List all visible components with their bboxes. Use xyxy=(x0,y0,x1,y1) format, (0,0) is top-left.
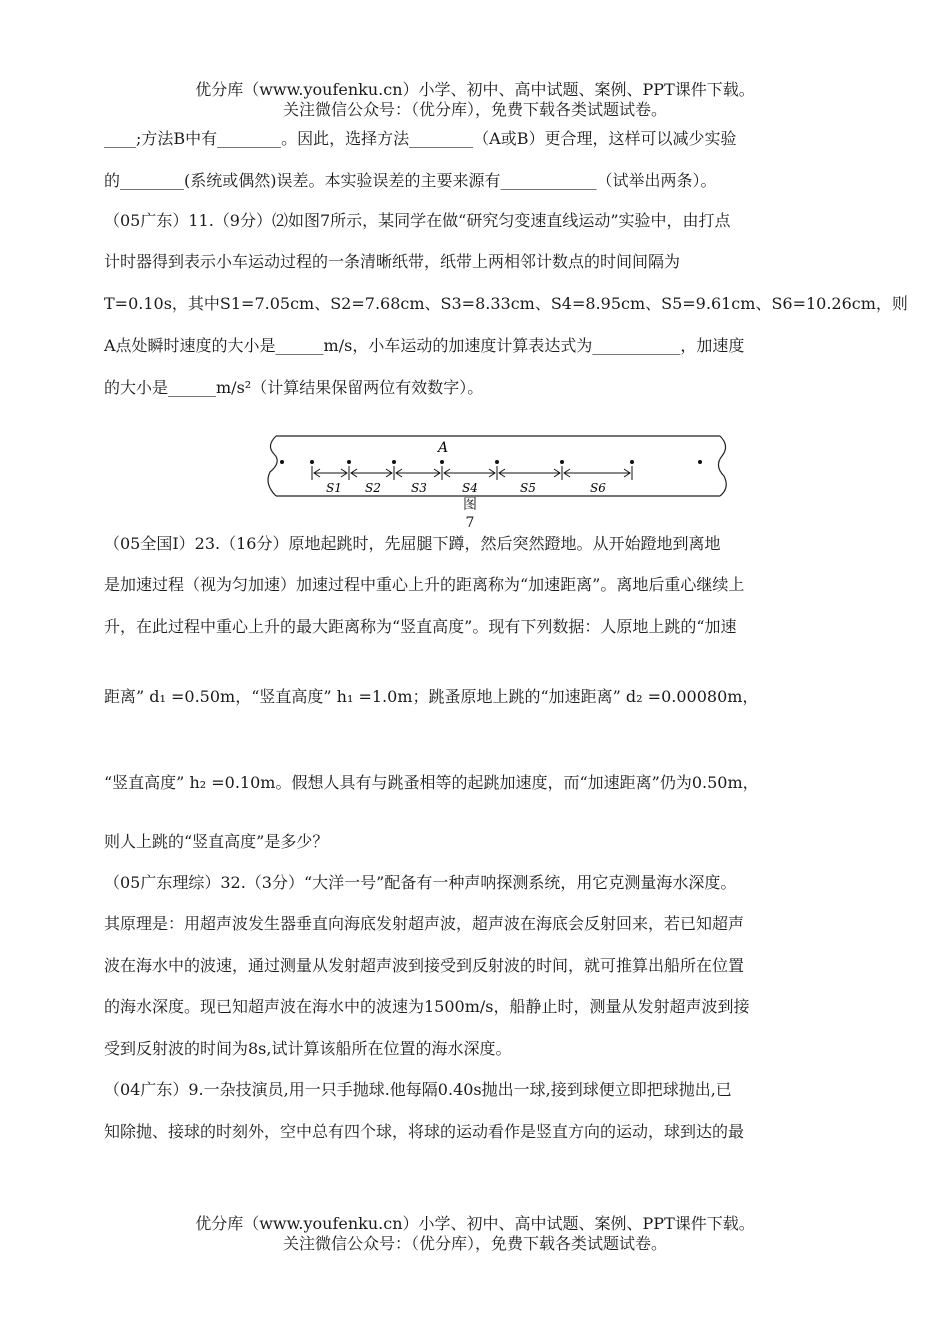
page-footer xyxy=(0,1214,950,1254)
segment-label: S1 xyxy=(326,481,342,495)
text-line: 计时器得到表示小车运动过程的一条清晰纸带，纸带上两相邻计数点的时间间隔为 xyxy=(104,252,681,271)
segment-label: S4 xyxy=(462,481,478,495)
tape-dot xyxy=(560,460,564,464)
header-line-2: 关注微信公众号：（优分库），免费下载各类试题试卷。 xyxy=(282,100,667,119)
page-header xyxy=(0,80,950,120)
figure-caption-line-2: 7 xyxy=(465,515,475,531)
text-line: ____;方法B中有________。因此，选择方法________（A或B）更合理，这样可以减少实验 xyxy=(104,129,737,148)
text-line: 受到反射波的时间为8s,试计算该船所在位置的海水深度。 xyxy=(104,1039,512,1058)
question-05-national-23: （05全国Ⅰ）23.（16分）原地起跳时，先屈腿下蹲，然后突然蹬地。从开始蹬地到离地 xyxy=(104,534,721,553)
footer-line-2: 关注微信公众号：（优分库），免费下载各类试题试卷。 xyxy=(282,1234,667,1253)
point-label-A: A xyxy=(438,440,449,456)
tape-dot xyxy=(698,460,702,464)
figure-paper-tape xyxy=(262,432,732,506)
text-line: 则人上跳的“竖直高度”是多少？ xyxy=(104,832,329,851)
segment-label: S2 xyxy=(365,481,381,495)
tape-dot xyxy=(630,460,634,464)
question-05-guangdong-11: （05广东）11.（9分）⑵如图7所示，某同学在做“研究匀变速直线运动”实验中，由打点 xyxy=(104,211,731,230)
text-line: 的________(系统或偶然)误差。本实验误差的主要来源有____________（试举出两条）。 xyxy=(104,171,717,190)
text-line: 的海水深度。现已知超声波在海水中的波速为1500m/s，船静止时，测量从发射超声波到接 xyxy=(104,997,750,1016)
question-05-guangdong-32: （05广东理综）32.（3分）“大洋一号”配备有一种声呐探测系统，用它克测量海水深度。 xyxy=(104,873,737,892)
text-line: T=0.10s，其中S1=7.05cm、S2=7.68cm、S3=8.33cm、S4=8.95cm、S5=9.61cm、S6=10.26cm，则 xyxy=(104,294,908,313)
text-line: 波在海水中的波速，通过测量从发射超声波到接受到反射波的时间，就可推算出船所在位置 xyxy=(104,956,745,975)
tape-dot xyxy=(392,460,396,464)
segment-label: S3 xyxy=(411,481,427,495)
header-line-1: 优分库（www.youfenku.cn）小学、初中、高中试题、案例、PPT课件下载。 xyxy=(195,80,755,99)
text-line: A点处瞬时速度的大小是______m/s，小车运动的加速度计算表达式为___________，加速度 xyxy=(104,336,745,355)
text-line: 是加速过程（视为匀加速）加速过程中重心上升的距离称为“加速距离”。离地后重心继续上 xyxy=(104,575,745,594)
tape-arrows xyxy=(314,469,630,477)
segment-label: S5 xyxy=(520,481,536,495)
figure-caption xyxy=(455,496,485,532)
tape-dot xyxy=(495,460,499,464)
footer-line-1: 优分库（www.youfenku.cn）小学、初中、高中试题、案例、PPT课件下载。 xyxy=(195,1214,755,1233)
figure-caption-line-1: 图 xyxy=(463,497,477,513)
tape-right-tear xyxy=(718,436,726,496)
segment-label: S6 xyxy=(590,481,606,495)
paper-tape-svg xyxy=(262,432,732,502)
tape-dot xyxy=(310,460,314,464)
text-line: 距离” d₁ =0.50m，“竖直高度” h₁ =1.0m；跳蚤原地上跳的“加速距离” d₂ =0.00080m， xyxy=(104,687,759,706)
tape-left-tear xyxy=(268,436,277,496)
text-line: 其原理是：用超声波发生器垂直向海底发射超声波，超声波在海底会反射回来，若已知超声 xyxy=(104,914,745,933)
text-line: 的大小是______m/s²（计算结果保留两位有效数字）。 xyxy=(104,378,484,397)
tape-dot-A xyxy=(440,460,444,464)
tape-dot xyxy=(347,460,351,464)
text-line: 知除抛、接球的时刻外，空中总有四个球，将球的运动看作是竖直方向的运动，球到达的最 xyxy=(104,1122,745,1141)
text-line: “竖直高度” h₂ =0.10m。假想人具有与跳蚤相等的起跳加速度，而“加速距离”仍为0.50m， xyxy=(104,773,759,792)
text-line: 升，在此过程中重心上升的最大距离称为“竖直高度”。现有下列数据：人原地上跳的“加速 xyxy=(104,617,737,636)
tape-dot xyxy=(280,460,284,464)
question-04-guangdong-9: （04广东）9.一杂技演员,用一只手抛球.他每隔0.40s抛出一球,接到球便立即把球抛出,已 xyxy=(104,1080,732,1099)
